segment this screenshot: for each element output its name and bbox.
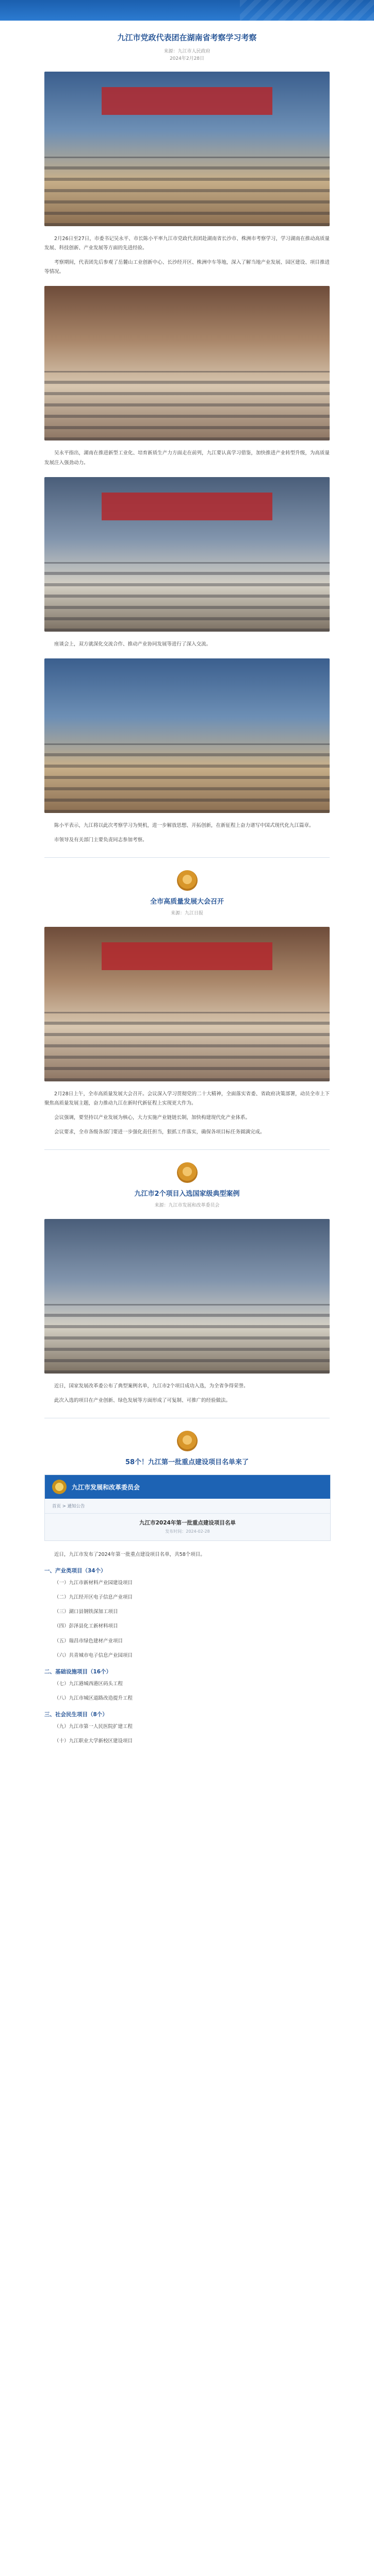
article-2-source: 来源：九江日报 — [170, 911, 203, 917]
notice-date: 发布时间：2024-02-28 — [165, 1529, 210, 1534]
list-item: （七）九江港城西港区码头工程 — [54, 1681, 123, 1687]
article-2-paragraph-2: 会议强调，要坚持以产业发展为核心，大力实施产业链链长制，加快构建现代化产业体系。 — [54, 1114, 251, 1121]
notice-screenshot — [44, 1475, 331, 1541]
article-1-paragraph-6: 市领导及有关部门主要负责同志参加考察。 — [54, 837, 148, 843]
article-2-photo-1 — [44, 927, 330, 1081]
article-3 — [0, 1162, 374, 1405]
list-heading-2: 二、基础设施项目（16个） — [44, 1668, 112, 1675]
emblem-icon — [177, 870, 198, 891]
article-1-date: 2024年2月28日 — [169, 56, 205, 61]
notice-title: 九江市2024年第一批重点建设项目名单 — [139, 1520, 236, 1527]
article-1-paragraph-5: 陈小平表示，九江将以此次考察学习为契机，进一步解放思想、开拓创新，在新征程上奋力谱写中国式现代化九江篇章。 — [54, 822, 314, 828]
emblem-icon — [177, 1162, 198, 1183]
article-3-photo-1 — [44, 1219, 330, 1374]
list-item: （五）瑞昌市绿色建材产业项目 — [54, 1638, 123, 1644]
article-1-headline: 九江市党政代表团在湖南省考察学习考察 — [117, 33, 257, 42]
list-item: （八）九江市城区道路改造提升工程 — [54, 1695, 133, 1701]
article-1-photo-1 — [44, 72, 330, 226]
list-item: （六）共青城市电子信息产业园项目 — [54, 1652, 133, 1658]
article-1-paragraph-1: 2月26日至27日，市委书记吴永平、市长陈小平率九江市党政代表团赴湖南省长沙市、株洲市考察学习，学习湖南在推动高质量发展、科技创新、产业发展等方面的先进经验。 — [44, 236, 330, 251]
list-item: （一）九江市新材料产业园建设项目 — [54, 1580, 133, 1586]
article-4-headline: 58个！九江第一批重点建设项目名单来了 — [125, 1458, 249, 1466]
article-2-paragraph-1: 2月28日上午，全市高质量发展大会召开。会议深入学习贯彻党的二十大精神，全面落实省委、省政府决策部署，动员全市上下聚焦高质量发展主题，奋力推动九江在新时代新征程上实现更大作为。 — [44, 1091, 330, 1106]
article-3-paragraph-1: 近日，国家发展改革委公布了典型案例名单，九江市2个项目成功入选，为全省争得荣誉。 — [54, 1383, 249, 1389]
list-item: （二）九江经开区电子信息产业项目 — [54, 1595, 133, 1601]
article-1-paragraph-4: 座谈会上，双方就深化交流合作、推动产业协同发展等进行了深入交流。 — [54, 641, 212, 647]
article-3-paragraph-2: 此次入选的项目在产业创新、绿色发展等方面形成了可复制、可推广的经验做法。 — [54, 1397, 231, 1403]
article-1-source: 来源：九江市人民政府 — [164, 48, 210, 54]
article-4-intro: 近日，九江市发布了2024年第一批重点建设项目名单，共58个项目。 — [54, 1552, 205, 1558]
article-1 — [0, 21, 374, 845]
header-banner — [0, 0, 374, 21]
article-1-photo-3 — [44, 477, 330, 632]
article-1-photo-2 — [44, 286, 330, 440]
notice-breadcrumb: 首页 > 通知公告 — [45, 1499, 330, 1514]
article-1-title-block — [44, 21, 330, 62]
list-item: （十）九江职业大学新校区建设项目 — [54, 1738, 133, 1744]
article-2 — [0, 870, 374, 1137]
article-1-paragraph-2: 考察期间，代表团先后参观了岳麓山工业创新中心、长沙经开区、株洲中车等地，深入了解当地产业发展、园区建设、项目推进等情况。 — [44, 260, 330, 275]
article-2-headline: 全市高质量发展大会召开 — [150, 897, 224, 906]
article-3-source: 来源：九江市发展和改革委员会 — [154, 1203, 220, 1209]
notice-org: 九江市发展和改革委员会 — [72, 1483, 140, 1491]
list-heading-3: 三、社会民生项目（8个） — [44, 1711, 108, 1718]
list-heading-1: 一、产业类项目（34个） — [44, 1568, 106, 1574]
article-1-paragraph-3: 吴永平指出，湖南在推进新型工业化、培育新质生产力方面走在前列，九江要认真学习借鉴，加快推进产业转型升级，为高质量发展注入强劲动力。 — [44, 450, 330, 466]
notice-header — [45, 1475, 330, 1499]
list-item: （九）九江市第一人民医院扩建工程 — [54, 1723, 133, 1730]
article-1-photo-4 — [44, 658, 330, 813]
article-4 — [0, 1431, 374, 1746]
list-item: （三）湖口县钢铁深加工项目 — [54, 1609, 118, 1615]
section-divider-2 — [44, 1149, 330, 1150]
article-3-headline: 九江市2个项目入选国家级典型案例 — [134, 1190, 240, 1198]
org-logo-icon — [52, 1480, 67, 1494]
article-2-paragraph-3: 会议要求，全市各级各部门要进一步强化责任担当，狠抓工作落实，确保各项目标任务圆满完成。 — [54, 1129, 265, 1135]
emblem-icon — [177, 1431, 198, 1451]
section-divider-1 — [44, 857, 330, 858]
list-item: （四）彭泽县化工新材料项目 — [54, 1623, 118, 1630]
